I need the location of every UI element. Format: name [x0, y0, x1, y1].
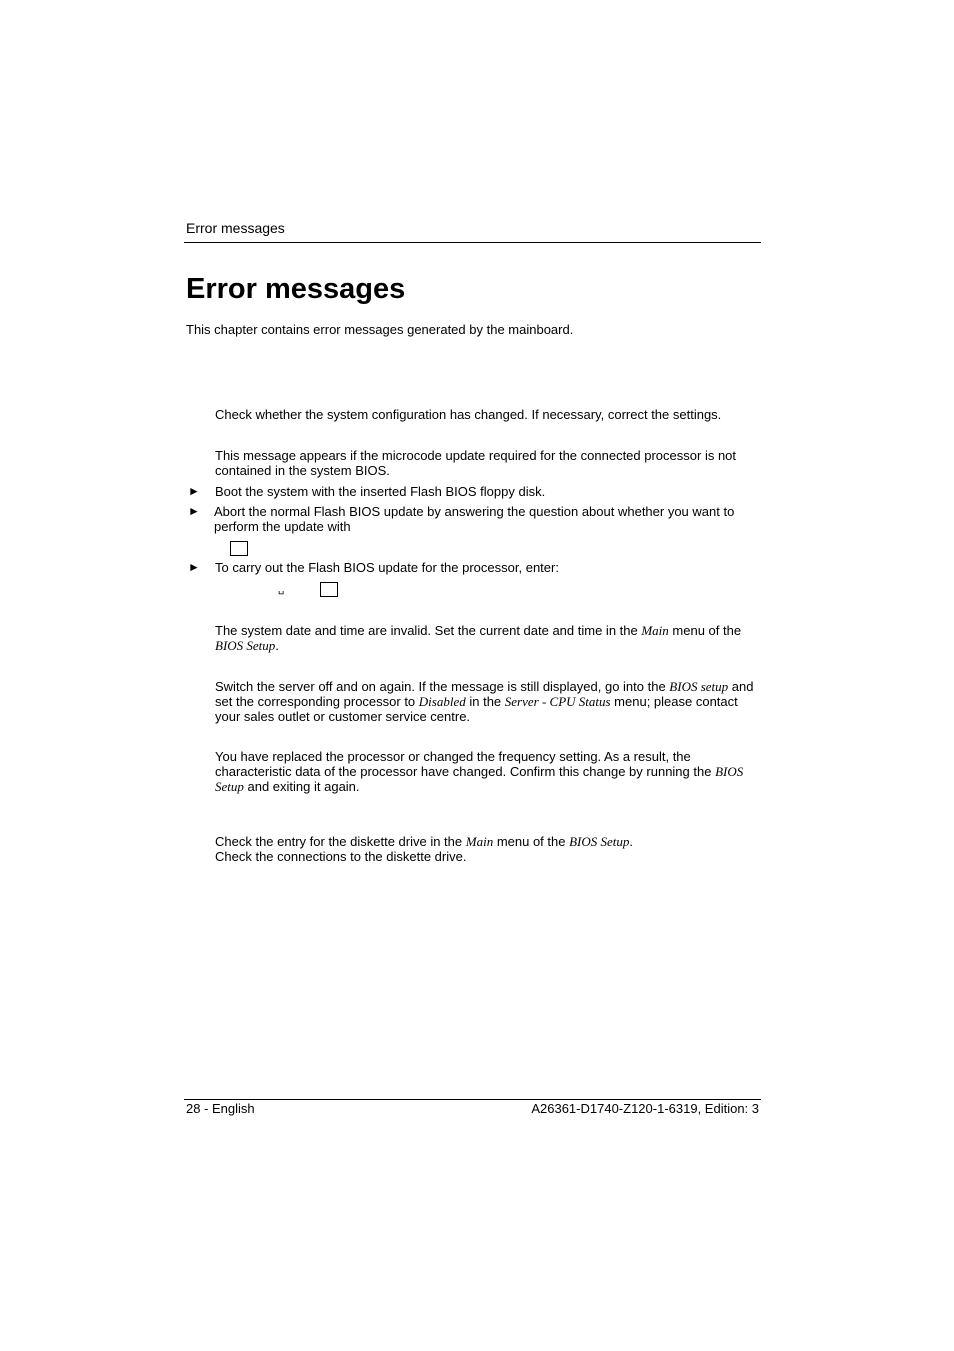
intro-paragraph: This chapter contains error messages generated by the mainboard. [186, 322, 574, 337]
space-symbol-icon: ␣ [278, 584, 285, 595]
step-abort-update: Abort the normal Flash BIOS update by answering the question about whether you want to perform the update with [214, 504, 735, 534]
entry-microcode-message: This message appears if the microcode update required for the connected processor is not contained in the system BIOS. [215, 448, 737, 478]
key-box-icon [320, 582, 338, 597]
footer-document-id: A26361-D1740-Z120-1-6319, Edition: 3 [531, 1101, 759, 1116]
entry-config-check: Check whether the system configuration has changed. If necessary, correct the settings. [215, 407, 722, 422]
bullet-arrow-icon: ► [188, 504, 200, 518]
entry-diskette-drive: Check the entry for the diskette drive in the Main menu of the BIOS Setup. Check the connections to the diskette drive. [215, 834, 634, 864]
header-rule [184, 242, 761, 243]
entry-date-time: The system date and time are invalid. Set the current date and time in the Main menu of the BIOS Setup. [215, 623, 742, 653]
running-header: Error messages [186, 220, 285, 236]
page-title: Error messages [186, 273, 406, 305]
entry-processor-changed: You have replaced the processor or changed the frequency setting. As a result, the characteristic data of the processor have changed. Confirm this change by running the BIOS Setup and exiting it again. [215, 749, 744, 794]
key-box-icon [230, 541, 248, 556]
footer-rule [184, 1099, 761, 1100]
entry-cpu-status: Switch the server off and on again. If the message is still displayed, go into the BIOS setup and set the corresponding processor to Disabled in the Server - CPU Status menu; please contact your sales outlet or customer service centre. [215, 679, 754, 724]
bullet-arrow-icon: ► [188, 484, 200, 498]
footer-page-number: 28 - English [186, 1101, 255, 1116]
step-enter-command: To carry out the Flash BIOS update for the processor, enter: [215, 560, 559, 575]
bullet-arrow-icon: ► [188, 560, 200, 574]
step-boot-floppy: Boot the system with the inserted Flash BIOS floppy disk. [215, 484, 546, 499]
